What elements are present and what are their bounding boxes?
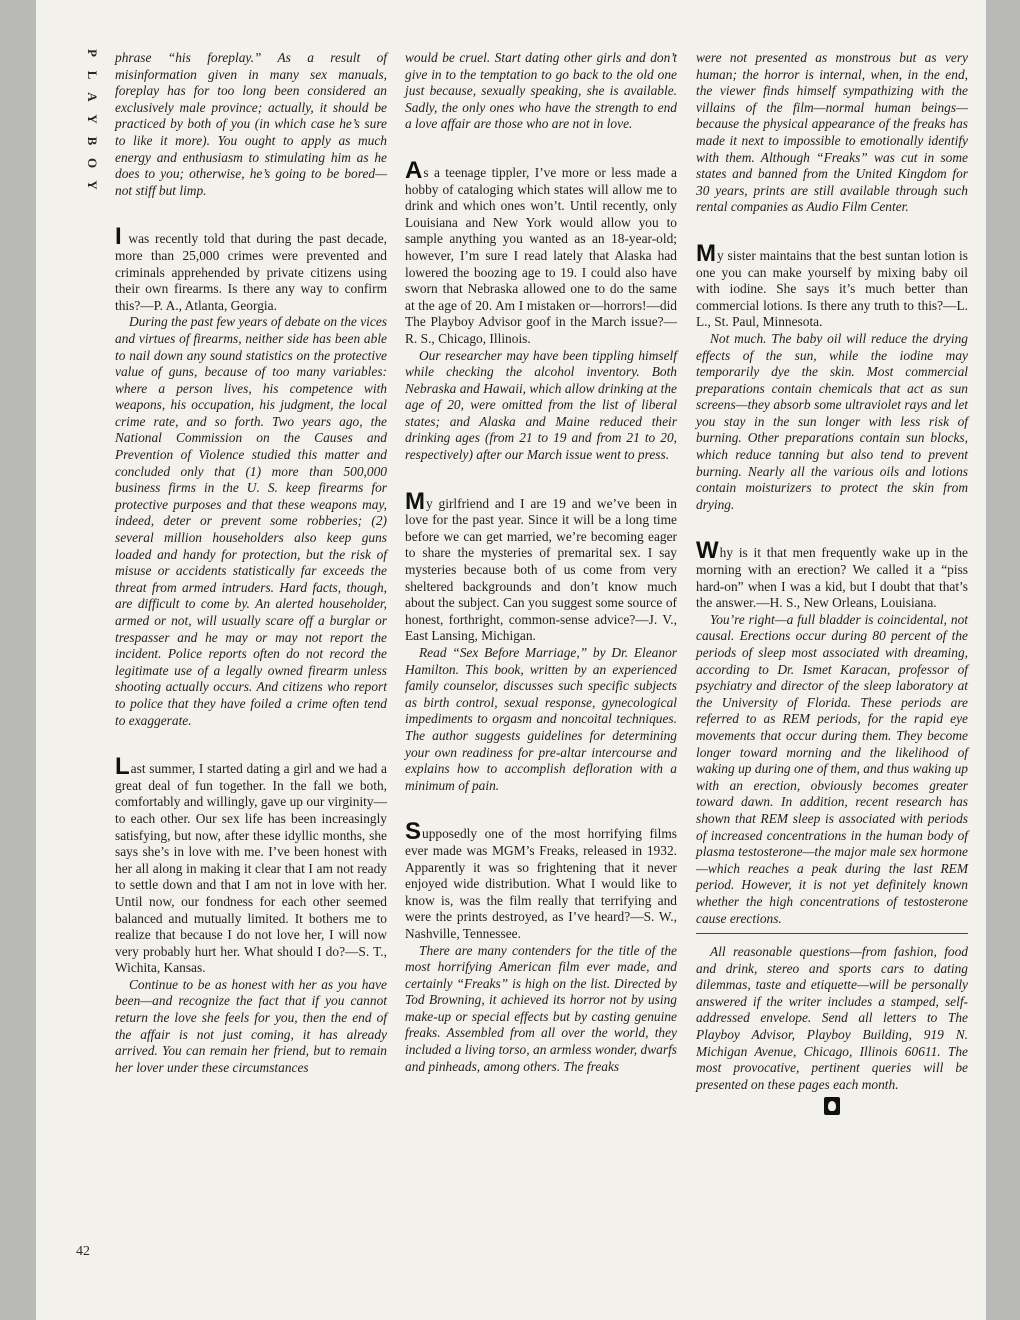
question-text: y sister maintains that the best suntan lotion is one you can make yourself by mixing baby oil with iodine. She says it’s much better than commercial lotions. Is there any truth to this?—L. L., St. Paul, Minnesota.: [696, 247, 968, 330]
column-2: [405, 50, 677, 1075]
question-text: hy is it that men frequently wake up in the morning with an erection? We called it a “piss hard-on” when I was a kid, but I doubt that that’s the answer.—H. S., New Orleans, Louisiana.: [696, 545, 968, 611]
drop-cap: W: [696, 537, 719, 565]
question-text: was recently told that during the past decade, more than 25,000 crimes were prevented and criminals apprehended by private citizens using their own firearms. Is there any way to confirm this?—P. A., Atlanta, Georgia.: [115, 231, 387, 313]
answer-paragraph: Not much. The baby oil will reduce the drying effects of the sun, while the iodine may temporarily dye the skin. Most commercial preparations contain chemicals that act as sun screens—they absorb some ultraviolet rays and let you stay in the sun longer with less risk of burning. Other preparations contain sun blocks, which reduce tanning but also tend to prevent burning. Nearly all the various oils and lotions contain moisturizers to protect the skin from drying.: [696, 330, 968, 512]
answer-paragraph: Our researcher may have been tippling himself while checking the alcohol inventory. Both Nebraska and Hawaii, which allow drinking at the age of 20, were omitted from the list of liberal states; and Alaska and Maine reduced their drinking ages (from 21 to 19 and from 21 to 20, respectively) after our March issue went to press.: [405, 347, 677, 463]
question-paragraph: [405, 487, 677, 645]
question-text: s a teenage tippler, I’ve more or less made a hobby of cataloging which states will allow me to drink and which ones won’t. Until recently, only Louisiana and New York would allow you to sample anything you wanted as an 18-year-old; however, I’m sure I read lately that Alaska had lowered the boozing age to 19. I could also have sworn that Nebraska allowed one to do the same at the age of 20. Am I mistaken or—horrors!—did The Playboy Advisor goof in the March issue?—R. S., Chicago, Illinois.: [405, 164, 677, 346]
drop-cap: M: [405, 487, 425, 515]
question-text: upposedly one of the most horrifying films ever made was MGM’s Freaks, released in 1932. Apparently it was so frightening that it never enjoyed wide distribution. What I would like to know is, was the film really that terrifying and were the prints destroyed, as I’ve heard?—S. W., Nashville, Tennessee.: [405, 826, 677, 941]
footnote-text: All reasonable questions—from fashion, food and drink, stereo and sports cars to dating dilemmas, taste and etiquette—will be personally answered if the writer includes a stamped, self-addressed envelope. Send all letters to The Playboy Advisor, Playboy Building, 919 N. Michigan Avenue, Chicago, Illinois 60611. The most provocative, pertinent queries will be presented on these pages each month.: [696, 944, 968, 1092]
question-paragraph: [115, 223, 387, 314]
question-paragraph: [696, 239, 968, 331]
question-paragraph: [696, 537, 968, 611]
rabbit-head-end-mark-icon: [824, 1097, 840, 1115]
question-paragraph: [115, 753, 387, 977]
answer-paragraph: You’re right—a full bladder is coincidental, not causal. Erections occur during 80 percent of the periods of sleep most associated with dreaming, according to Dr. Ismet Karacan, professor of psychiatry and director of the sleep laboratory at the University of Florida. These periods are referred to as REM periods, for the rapid eye movements that occur during them. They become longer toward morning and the likelihood of waking up during one of them, and thus waking up with an erection, obviously becomes greater toward dawn. In addition, recent research has shown that REM sleep is associated with periods of increased concentrations in the human body of plasma testosterone—the major male sex hormone—which reaches a peak during the last REM period. However, it is not yet definitely known whether the high concentrations of testosterone cause erections.: [696, 611, 968, 926]
drop-cap: L: [115, 753, 130, 781]
column-1: [115, 50, 387, 1076]
masthead-playboy: P L A Y B O Y: [85, 49, 100, 190]
answer-paragraph: Continue to be as honest with her as you have been—and recognize the fact that if you cannot return the love she feels for you, then the end of the affair is not just coming, it has already arrived. You can remain her friend, but to remain her lover under these circumstances: [115, 976, 387, 1075]
page-number: 42: [76, 1244, 90, 1259]
drop-cap: A: [405, 156, 423, 184]
question-text: ast summer, I started dating a girl and we had a great deal of fun together. In the fall we both, comfortably and willingly, gave up our virginity—to each other. Our sex life has been increasingly satisfying, but now, after these idyllic months, she says she’s in love with me. I’ve been honest with her all along in making it clear that I am not ready to settle down and that I am not in love with her. Until now, our fondness for each other seemed balanced and mutually limited. It bothers me to realize that because I do not love her, I will now very probably hurt her. What should I do?—S. T., Wichita, Kansas.: [115, 761, 387, 976]
magazine-page: [36, 0, 986, 1320]
answer-paragraph: were not presented as monstrous but as very human; the horror is internal, when, in the end, the viewer finds himself sympathizing with the villains of the film—normal human beings—because the physical appearance of the freaks has made it next to impossible to emotionally identify with them. Although “Freaks” was cut in some states and banned from the United Kingdom for 30 years, prints are still available through such rental companies as Audio Film Center.: [696, 50, 968, 215]
question-text: y girlfriend and I are 19 and we’ve been in love for the past year. Since it will be a long time before we can get married, we’re becoming eager to share the mysteries of premarital sex. I say mysteries because both of us come from very sheltered backgrounds and don’t know much about the subject. Can you suggest some source of honest, forthright, common-sense advice?—J. V., East Lansing, Michigan.: [405, 495, 677, 644]
submission-footnote: [696, 933, 968, 1093]
answer-paragraph: would be cruel. Start dating other girls and don’t give in to the temptation to go back to the old one just because, sexually speaking, she is available. Sadly, the only ones who have the strength to end a love affair are those who are not in love.: [405, 50, 677, 132]
column-3: [696, 50, 968, 1115]
question-paragraph: [405, 156, 677, 348]
drop-cap: M: [696, 239, 716, 267]
drop-cap: S: [405, 818, 422, 846]
answer-paragraph: Read “Sex Before Marriage,” by Dr. Eleanor Hamilton. This book, written by an experienced family counselor, discusses such specific subjects as birth control, sexual response, gynecological impediments to orgasm and noncoital techniques. The author suggests guidelines for determining your own readiness for pre-altar intercourse and explains how to accomplish defloration with a minimum of pain.: [405, 645, 677, 793]
answer-paragraph: During the past few years of debate on the vices and virtues of firearms, neither side has been able to nail down any sound statistics on the protective value of guns, because of too many variables: where a person lives, his competence with weapons, his occupation, his judgment, the local crime rate, and so forth. Two years ago, the National Commission on the Causes and Prevention of Violence studied this matter and concluded only that (1) more than 500,000 business firms in the U. S. keep firearms for protective purposes and that these weapons may, indeed, deter or prevent some robberies; (2) several million householders also keep guns loaded and handy for protection, but the risk of misuse or accidents statistically far exceeds the threat from armed intruders. Hard facts, though, are difficult to come by. An alerted householder, armed or not, will usually scare off a burglar or trespasser and he may or may not report the incident. Police reports often do not record the legitimate use of a legally owned firearm unless shooting actually occurs. And citizens who report to police that they have foiled a crime often tend to exaggerate.: [115, 314, 387, 728]
drop-cap: I: [115, 223, 122, 251]
answer-paragraph: phrase “his foreplay.” As a result of misinformation given in many sex manuals, foreplay has for too long been considered an exclusively male province; actually, it should be practiced by both of you (in which case he’s sure to like it more). You ought to apply as much energy and enthusiasm to stimulating him as he does to you; otherwise, he’s going to be bored—not stiff but limp.: [115, 50, 387, 198]
question-paragraph: [405, 818, 677, 942]
answer-paragraph: There are many contenders for the title of the most horrifying American film ever made, and certainly “Freaks” is high on the list. Directed by Tod Browning, it achieved its horror not by using make-up or special effects but by casting genuine freaks. Assembled from all over the world, they included a living torso, an armless wonder, dwarfs and pinheads, among others. The freaks: [405, 942, 677, 1074]
